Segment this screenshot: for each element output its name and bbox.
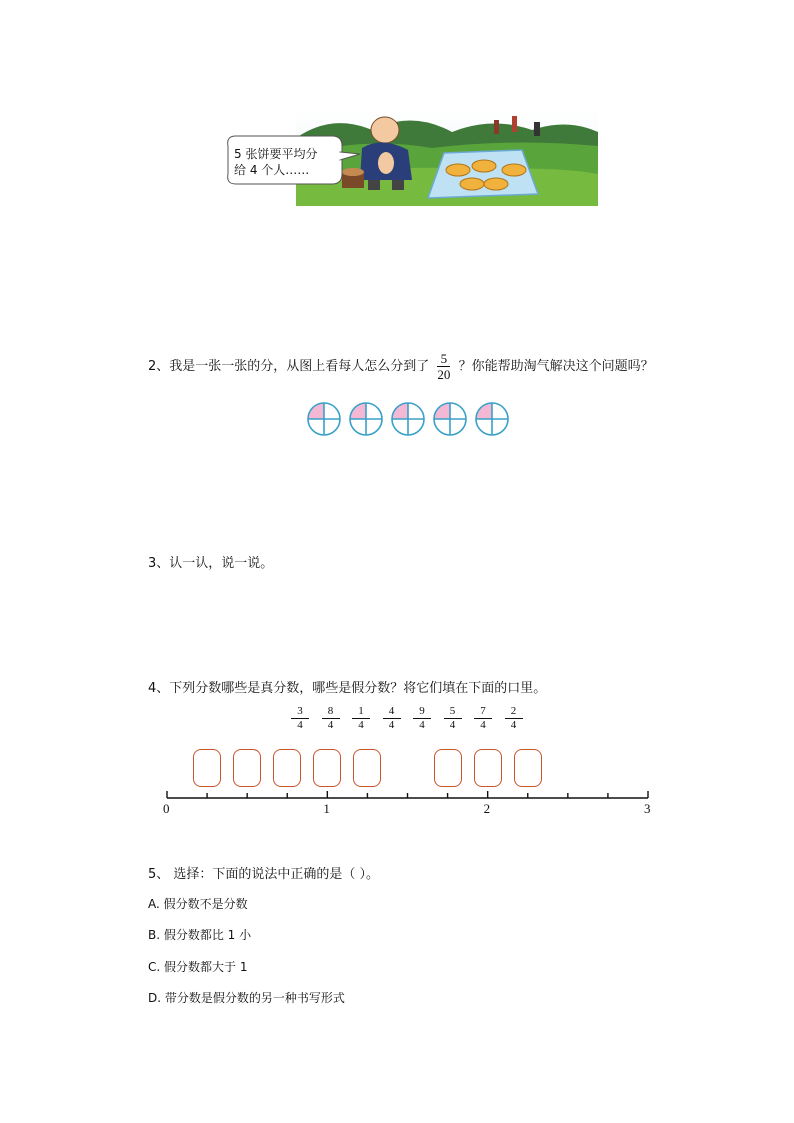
question-5: 5、 选择：下面的说法中正确的是（ ）。 [148,867,380,882]
quartered-circles [300,400,520,440]
fraction-item [444,705,462,732]
fraction-numerator: 5 [444,705,462,719]
quartered-circle [434,403,466,435]
answer-box[interactable] [273,749,301,787]
axis-label: 3 [644,801,651,816]
answer-box[interactable] [474,749,502,787]
axis-label: 2 [483,801,491,816]
fraction-denominator: 4 [297,719,303,731]
q2-text-before: 2、我是一张一张的分，从图上看每人怎么分到了 [148,359,430,374]
number-line [160,788,660,808]
quartered-circle [392,403,424,435]
fraction-numerator: 9 [413,705,431,719]
q2-fraction-numerator: 5 [437,351,450,367]
answer-box[interactable] [233,749,261,787]
illustration [222,108,602,208]
fraction-item [291,705,309,732]
answer-box[interactable] [514,749,542,787]
question-3: 3、认一认，说一说。 [148,556,274,571]
fraction-denominator: 4 [419,719,425,731]
fraction-numerator: 1 [352,705,370,719]
speech-line-1: 5 张饼要平均分 [234,147,318,161]
fraction-numerator: 7 [474,705,492,719]
question-4: 4、下列分数哪些是真分数，哪些是假分数？将它们填在下面的口里。 [148,681,547,696]
q2-fraction-denominator: 20 [437,367,451,382]
option-b: B. 假分数都比 1 小 [148,928,252,942]
fraction-denominator: 4 [510,719,517,731]
quartered-circle [308,403,340,435]
question-2 [148,351,654,382]
speech-line-2: 给 4 个人…… [234,163,310,177]
fraction-item [383,705,401,732]
fraction-item [413,705,431,732]
fraction-numerator: 3 [291,705,309,719]
answer-box[interactable] [434,749,462,787]
fraction-numerator: 2 [505,705,523,719]
axis-label: 0 [163,801,170,816]
fraction-denominator: 4 [358,719,364,731]
fraction-denominator: 4 [327,719,334,731]
q2-fraction [437,351,450,382]
fraction-item [474,705,492,732]
fraction-numerator: 4 [383,705,401,719]
fraction-denominator: 4 [388,719,395,731]
fraction-item [352,705,370,732]
fraction-denominator: 4 [480,719,486,731]
fraction-item [322,705,340,732]
fraction-item [505,705,523,732]
axis-label: 1 [323,801,330,816]
fraction-denominator: 4 [449,719,456,731]
speech-bubble-text [234,146,317,178]
answer-box[interactable] [193,749,221,787]
quartered-circle [350,403,382,435]
fraction-numerator: 8 [322,705,340,719]
option-d: D. 带分数是假分数的另一种书写形式 [148,991,345,1005]
quartered-circle [476,403,508,435]
option-c: C. 假分数都大于 1 [148,960,248,974]
answer-box[interactable] [353,749,381,787]
option-a: A. 假分数不是分数 [148,897,248,911]
answer-box[interactable] [313,749,341,787]
q2-text-after: ？你能帮助淘气解决这个问题吗？ [458,359,654,374]
